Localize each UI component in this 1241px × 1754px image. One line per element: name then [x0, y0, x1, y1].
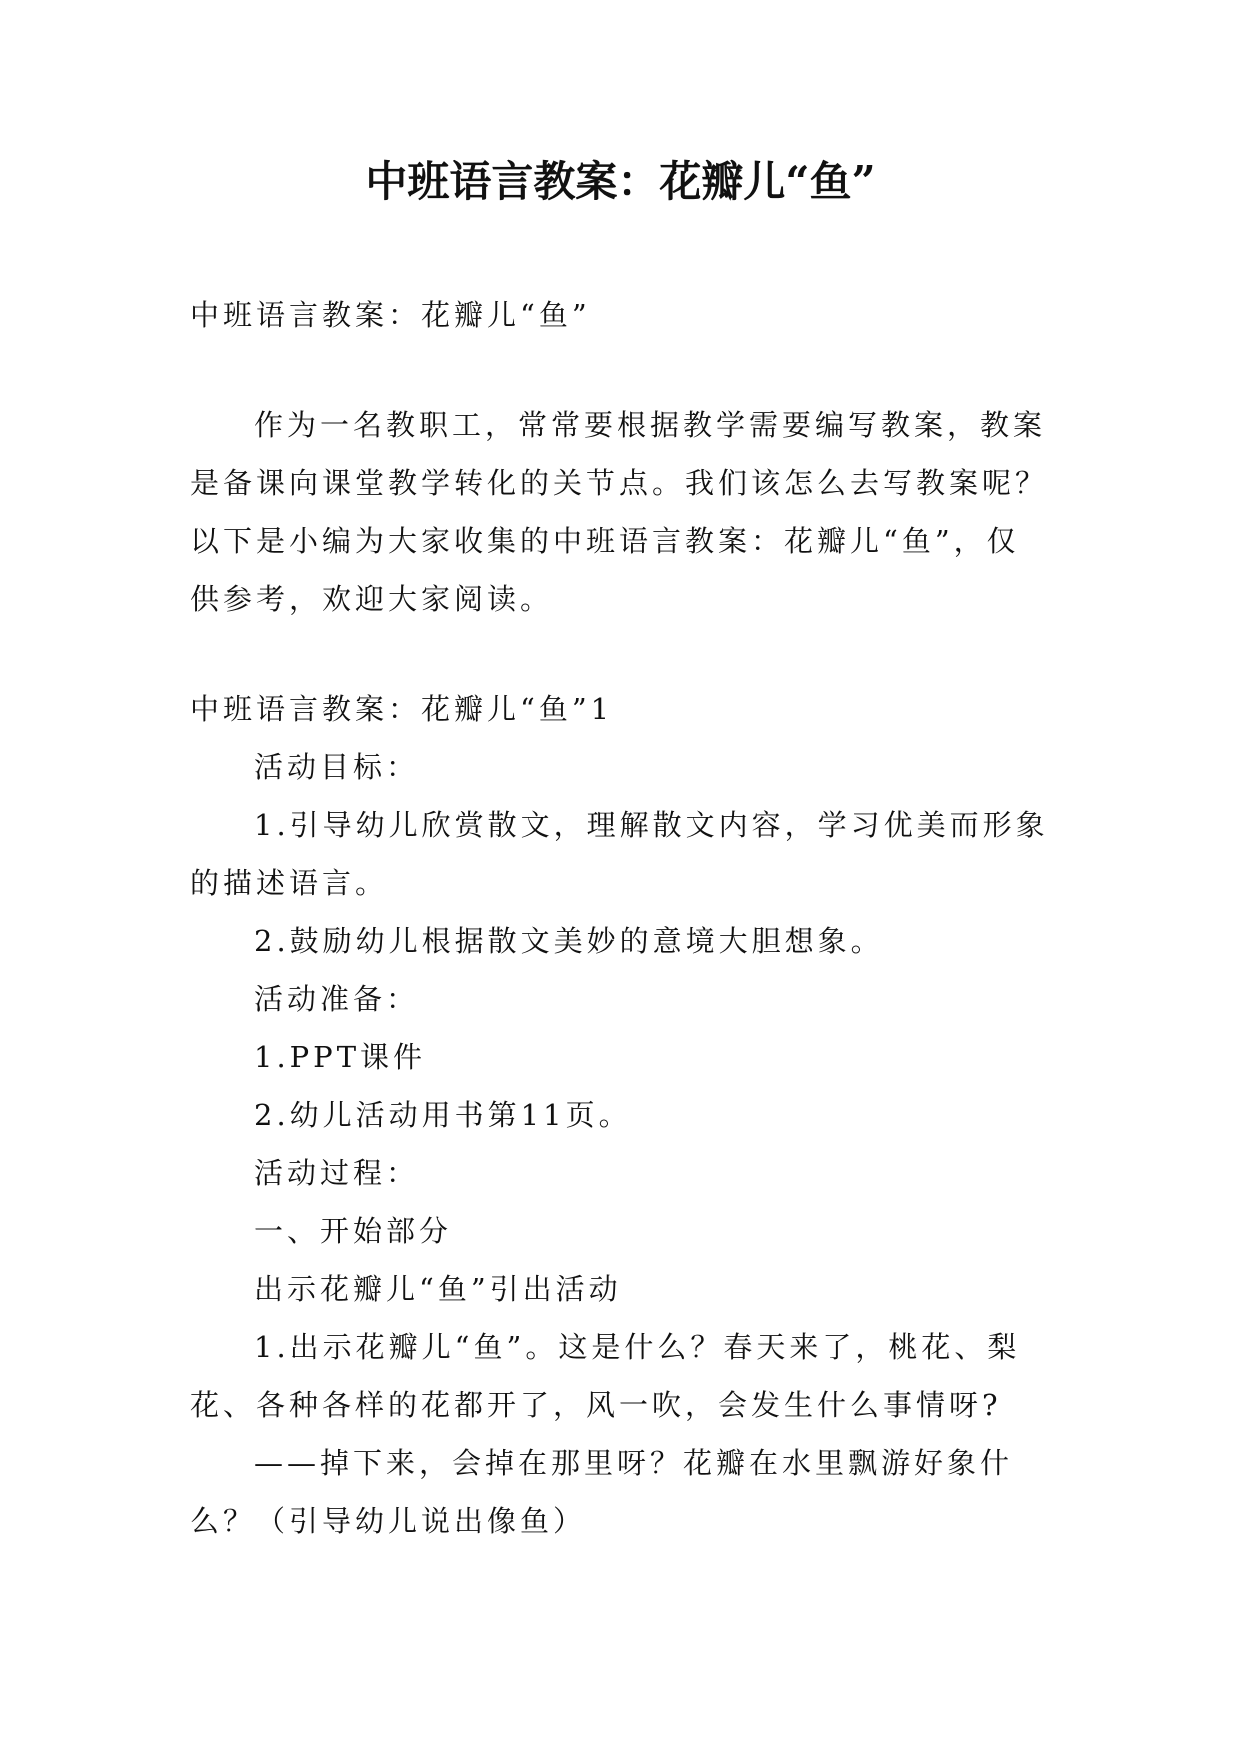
paragraph-section-heading: 中班语言教案：花瓣儿“鱼”1	[190, 692, 614, 726]
document-title: 中班语言教案：花瓣儿“鱼”	[365, 157, 876, 206]
paragraph-goal-1: 1.引导幼儿欣赏散文，理解散文内容，学习优美而形象的描述语言。	[190, 808, 1049, 900]
paragraph-process-heading: 活动过程：	[254, 1156, 420, 1190]
spacer	[190, 344, 1050, 396]
paragraph-step-1-followup: ——掉下来，会掉在那里呀？花瓣在水里飘游好象什么？（引导幼儿说出像鱼）	[190, 1446, 1014, 1538]
paragraph-goal-2: 2.鼓励幼儿根据散文美妙的意境大胆想象。	[254, 924, 884, 958]
spacer	[190, 628, 1050, 680]
paragraph-part-1: 一、开始部分	[254, 1214, 453, 1248]
document-body	[190, 286, 1050, 1550]
paragraph-prep-2: 2.幼儿活动用书第11页。	[254, 1098, 632, 1132]
paragraph-show-fish: 出示花瓣儿“鱼”引出活动	[254, 1272, 622, 1306]
paragraph-prep-1: 1.PPT课件	[254, 1040, 427, 1074]
paragraph-intro: 作为一名教职工，常常要根据教学需要编写教案，教案是备课向课堂教学转化的关节点。我们该怎么去写教案呢？以下是小编为大家收集的中班语言教案：花瓣儿“鱼”，仅供参考，欢迎大家阅读。	[190, 408, 1049, 616]
paragraph-prep-heading: 活动准备：	[254, 982, 420, 1016]
paragraph-subtitle: 中班语言教案：花瓣儿“鱼”	[190, 298, 591, 332]
paragraph-step-1: 1.出示花瓣儿“鱼”。这是什么？春天来了，桃花、梨花、各种各样的花都开了，风一吹，会发生什么事情呀?	[190, 1330, 1021, 1422]
paragraph-goals-heading: 活动目标：	[254, 750, 420, 784]
